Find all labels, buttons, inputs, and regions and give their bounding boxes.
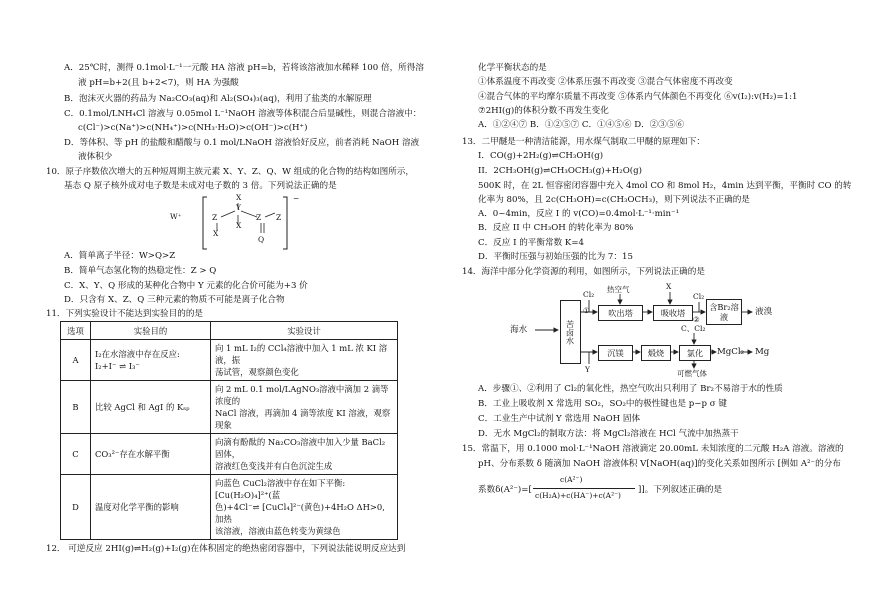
q13-reaction-2: II．2CH₃OH(g)⇌CH₃OCH₃(g)+H₂O(g) xyxy=(478,166,642,176)
struct-x1-label: X xyxy=(236,193,242,202)
design-line: 向 2 mL 0.1 mol/LAgNO₃溶液中滴加 2 滴等浓度的 xyxy=(215,384,389,406)
q10-stem-line2: 基态 Q 原子核外成对电子数是未成对电子数的 3 倍。下列说法正确的是 xyxy=(64,181,337,191)
flow-seawater: 海水 xyxy=(510,325,528,335)
fraction-numerator: c(A²⁻) xyxy=(560,475,583,484)
goal-cell xyxy=(91,475,211,540)
q12-items-line2: ④混合气体的平均摩尔质量不再改变 ⑤体系内气体颜色不再变化 ⑥v(I₂):v(H₂)=1:1 xyxy=(478,92,798,102)
option-cell: C xyxy=(61,434,91,475)
struct-x2-label: X xyxy=(236,221,242,230)
goal-line: CO₃²⁻存在水解平衡 xyxy=(95,449,170,459)
q9-option-a-line1: A．25℃时，测得 0.1mol·L⁻¹一元酸 HA 溶液 pH=b，若将该溶液加水稀释 100 倍，所得溶 xyxy=(64,63,424,73)
flow-hot-air: 热空气 xyxy=(607,285,630,294)
q14-option-d: D．无水 MgCl₂的制取方法：将 MgCl₂溶液在 HCl 气流中加热蒸干 xyxy=(478,429,739,439)
design-line: 该溶液，溶液由蓝色转变为黄绿色 xyxy=(215,526,341,536)
flow-y: Y xyxy=(585,365,590,374)
option-cell: A xyxy=(61,340,91,381)
design-cell xyxy=(211,434,398,475)
q13-stem: 13．二甲醚是一种清洁能源，用水煤气制取二甲醚的原理如下： xyxy=(462,137,705,147)
flow-bittern-box: 苦卤水 xyxy=(560,300,581,364)
q14-option-c: C．工业生产中试剂 Y 常选用 NaOH 固体 xyxy=(478,414,641,424)
q14-option-a: A．步骤①、②利用了 Cl₂的氧化性，热空气吹出只利用了 Br₂不易溶于水的性质 xyxy=(478,384,783,394)
q12-items-line3: ⑦2HI(g)的体积分数不再发生变化 xyxy=(478,106,609,116)
flow-x: X xyxy=(666,282,672,291)
q13-option-b: B．反应 II 中 CH₃OH 的转化率为 80% xyxy=(478,223,634,233)
q11-stem: 11．下列实验设计不能达到实验目的的是 xyxy=(46,309,204,319)
struct-z-label: Z xyxy=(212,213,218,222)
design-line: 色)+4Cl⁻⇌ [CuCl₄]²⁻(黄色)+4H₂O ΔH>0,加热 xyxy=(215,502,385,524)
q13-option-a: A．0~4min，反应 I 的 v(CO)=0.4mol·L⁻¹·min⁻¹ xyxy=(478,209,680,219)
design-line: 向 1 mL I₂的 CCl₄溶液中加入 1 mL 浓 KI 溶液，振 xyxy=(215,343,388,365)
q13-option-d: D．平衡时压强与初始压强的比为 7：15 xyxy=(478,252,633,262)
q13-option-c: C．反应 I 的平衡常数 K=4 xyxy=(478,238,585,248)
option-cell: B xyxy=(61,381,91,434)
fraction-left: 系数δ(A²⁻)=[ xyxy=(478,485,532,495)
flow-mark-2: ② xyxy=(693,315,700,324)
q15-stem-line1: 15．常温下，用 0.1000 mol·L⁻¹NaOH 溶液滴定 20.00mL 未知浓度的二元酸 H₂A 溶液。溶液的 xyxy=(462,444,844,454)
struct-w-label: W⁺ xyxy=(170,212,182,221)
flow-precip-box: 沉镁 xyxy=(598,345,633,361)
flow-br-solution-box: 含Br₂溶液 xyxy=(706,299,742,325)
struct-charge-label: − xyxy=(293,194,300,203)
design-cell xyxy=(211,340,398,381)
q9-option-c-line2: c(Cl⁻)>c(Na⁺)>c(NH₄⁺)>c(NH₃·H₂O)>c(OH⁻)>c(H⁺) xyxy=(78,123,308,133)
table-row xyxy=(61,340,398,381)
struct-z3-label: Z xyxy=(276,213,282,222)
q9-option-d-line2: 液体积少 xyxy=(78,152,113,162)
q13-condition-line2: 化率为 80%，且 2c(CH₃OH)=c(CH₃OCH₃)，则下列说法不正确的是 xyxy=(478,195,750,205)
fraction-bar xyxy=(533,488,635,489)
flow-calcine-box: 煅烧 xyxy=(641,345,671,361)
goal-cell xyxy=(91,340,211,381)
table-row xyxy=(61,434,398,475)
fraction-denominator: c(H₂A)+c(HA⁻)+c(A²⁻) xyxy=(535,491,621,500)
flow-cl2-b: Cl₂ xyxy=(693,292,705,301)
q10-option-c: C．X、Y、Q 形成的某种化合物中 Y 元素的化合价可能为+3 价 xyxy=(64,281,308,291)
design-cell xyxy=(211,381,398,434)
goal-line: I₂在水溶液中存在反应: xyxy=(95,349,180,359)
goal-line: 比较 AgCl 和 AgI 的 Kₛₚ xyxy=(95,402,190,412)
goal-cell xyxy=(91,434,211,475)
table-header: 选项 xyxy=(61,322,91,340)
q10-option-a: A．简单离子半径：W>Q>Z xyxy=(64,251,176,261)
design-line: 荡试管，观察颜色变化 xyxy=(215,367,299,377)
q14-stem: 14．海洋中部分化学资源的利用，如图所示，下列说法正确的是 xyxy=(462,267,705,277)
q10-option-b: B．简单气态氢化物的热稳定性：Z > Q xyxy=(64,266,217,276)
option-cell: D xyxy=(61,475,91,540)
table-header: 实验目的 xyxy=(91,322,211,340)
struct-x3-label: X xyxy=(213,229,219,238)
flow-mark-1: ① xyxy=(583,306,590,315)
goal-cell xyxy=(91,381,211,434)
flow-combustible-gas: 可燃气体 xyxy=(677,369,707,378)
q9-option-b: B．泡沫灭火器的药品为 Na₂CO₃(aq)和 Al₂(SO₄)₃(aq)，利用了盐类的水解原理 xyxy=(64,94,372,104)
q13-condition-line1: 500K 时，在 2L 恒容密闭容器中充入 4mol CO 和 8mol H₂，4min 达到平衡，平衡时 CO 的转 xyxy=(478,181,852,191)
struct-q-label: Q xyxy=(258,235,265,244)
flow-cl2-a: Cl₂ xyxy=(583,290,595,299)
q15-stem-line2: pH、分布系数 δ 随滴加 NaOH 溶液体积 V[NaOH(aq)]的变化关系如图所示 [例如 A²⁻的分布 xyxy=(478,459,841,469)
q11-table xyxy=(60,321,398,540)
flow-mgcl2: MgCl₂ xyxy=(717,347,745,357)
q14-option-b: B．工业上吸收剂 X 常选用 SO₂，SO₂中的极性键也是 p−p σ 键 xyxy=(478,399,727,409)
q12-stem: 12． 可逆反应 2HI(g)⇌H₂(g)+I₂(g)在体积固定的绝热密闭容器中，下列说法能说明反应达到 xyxy=(46,544,406,554)
table-row xyxy=(61,475,398,540)
flow-mg: Mg xyxy=(755,347,770,357)
flow-liquid-br: 液溴 xyxy=(755,307,773,317)
flow-chlor-box: 氯化 xyxy=(679,345,711,361)
goal-line: 温度对化学平衡的影响 xyxy=(95,502,179,512)
table-row xyxy=(61,381,398,434)
struct-z2-label: Z xyxy=(256,213,262,222)
q13-reaction-1: I．CO(g)+2H₂(g)⇌CH₃OH(g) xyxy=(478,151,604,161)
flow-absorb-box: 吸收塔 xyxy=(653,305,693,321)
design-line: NaCl 溶液，再滴加 4 滴等浓度 KI 溶液，观察现象 xyxy=(215,408,391,430)
flow-blowout-box: 吹出塔 xyxy=(598,305,643,321)
q9-option-c-line1: C．0.1mol/LNH₄Cl 溶液与 0.05mol L⁻¹NaOH 溶液等体积混合后显碱性，则混合溶液中： xyxy=(64,109,422,119)
q12-items-line1: ①体系温度不再改变 ②体系压强不再改变 ③混合气体密度不再改变 xyxy=(478,77,733,87)
q10-stem-line1: 10．原子序数依次增大的五种短周期主族元素 X、Y、Z、Q、W 组成的化合物的结构如图所示， xyxy=(46,167,415,177)
q9-option-d-line1: D．等体积、等 pH 的盐酸和醋酸与 0.1 mol/LNaOH 溶液恰好反应，前者消耗 NaOH 溶液 xyxy=(64,138,420,148)
q12-continued: 化学平衡状态的是 xyxy=(478,63,547,73)
design-line: 向滴有酚酞的 Na₂CO₃溶液中加入少量 BaCl₂固体， xyxy=(215,437,386,459)
design-cell xyxy=(211,475,398,540)
design-line: 向蓝色 CuCl₂溶液中存在如下平衡: [Cu(H₂O)₄]²⁺(蓝 xyxy=(215,478,346,500)
q12-options: A．①②④⑦ B．①②⑤⑦ C．①④⑤⑥ D．②③⑤⑥ xyxy=(478,120,685,130)
struct-y-label: Y xyxy=(236,203,241,212)
q10-option-d: D．只含有 X、Z、Q 三种元素的物质不可能是离子化合物 xyxy=(64,295,285,305)
q9-option-a-line2: 液 pH=b+2(且 b+2<7)，则 HA 为强酸 xyxy=(78,78,239,88)
fraction-right: ]]。下列叙述正确的是 xyxy=(638,485,723,495)
table-header: 实验设计 xyxy=(211,322,398,340)
design-line: 溶液红色变浅并有白色沉淀生成 xyxy=(215,461,333,471)
flow-c-cl2: C、Cl₂ xyxy=(681,324,706,333)
goal-line: I₂+I⁻ ⇌ I₃⁻ xyxy=(95,361,140,371)
